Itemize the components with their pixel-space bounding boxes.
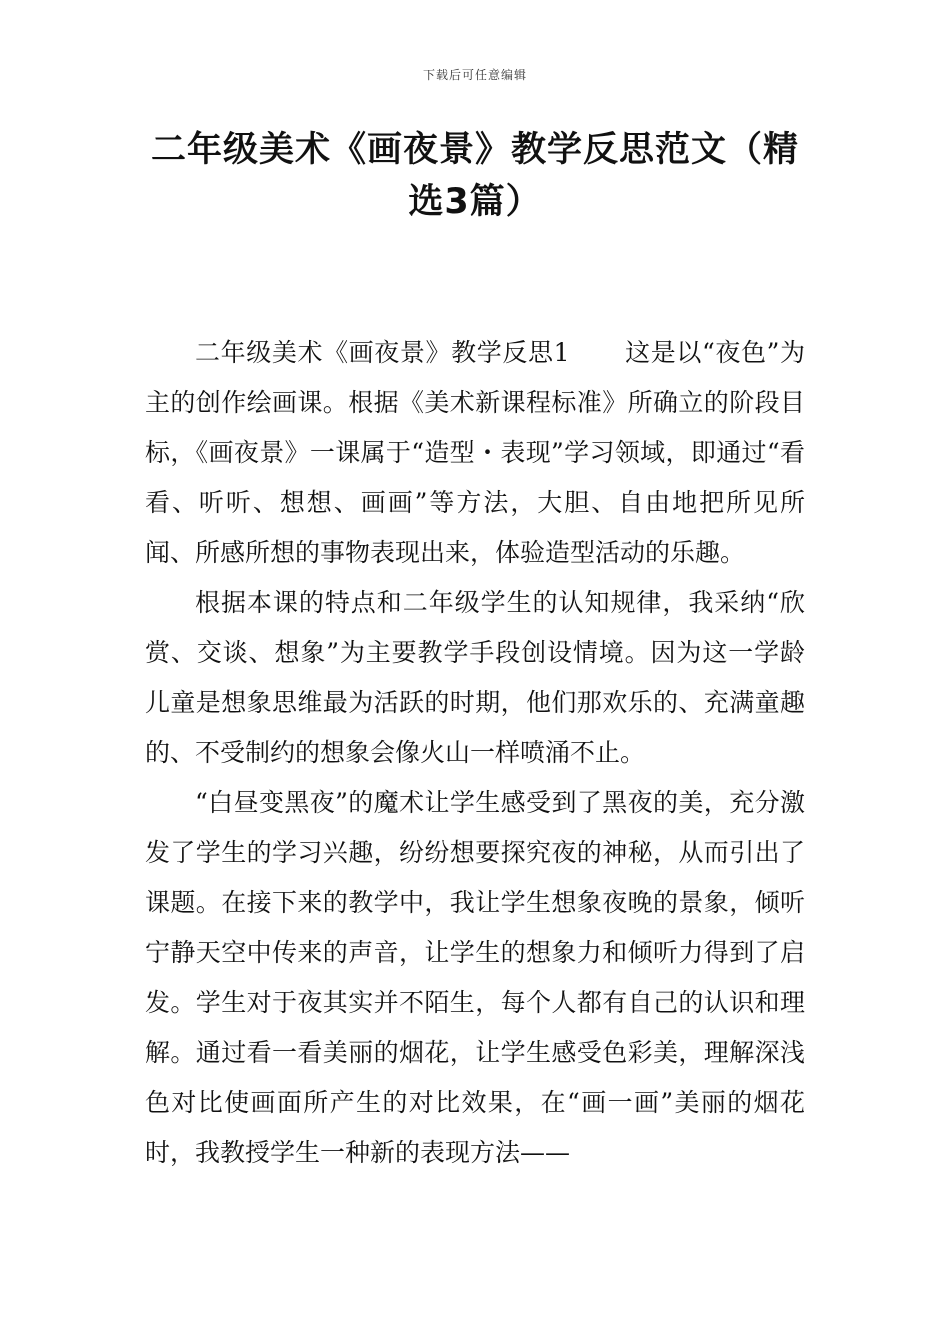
paragraph-3: “白昼变黑夜”的魔术让学生感受到了黑夜的美，充分激发了学生的学习兴趣，纷纷想要探究夜的神秘，从而引出了课题。在接下来的教学中，我让学生想象夜晚的景象，倾听宁静天空中传来的声音，让学生的想象力和倾听力得到了启发。学生对于夜其实并不陌生，每个人都有自己的认识和理解。通过看一看美丽的烟花，让学生感受色彩美，理解深浅色对比使画面所产生的对比效果，在“画一画”美丽的烟花时，我教授学生一种新的表现方法——	[145, 788, 805, 1167]
paragraph-2: 根据本课的特点和二年级学生的认知规律，我采纳“欣赏、交谈、想象”为主要教学手段创设情境。因为这一学龄儿童是想象思维最为活跃的时期，他们那欢乐的、充满童趣的、不受制约的想象会像火山一样喷涌不止。	[145, 588, 805, 767]
document-title: 二年级美术《画夜景》教学反思范文（精选3篇）	[150, 130, 799, 222]
paragraph-1	[145, 328, 805, 578]
header-note: 下载后可任意编辑	[422, 68, 527, 82]
section-heading: 二年级美术《画夜景》教学反思1	[195, 338, 570, 367]
document-body	[145, 328, 805, 1178]
paragraph-1-text: 这是以“夜色”为主的创作绘画课。根据《美术新课程标准》所确立的阶段目标，《画夜景》一课属于“造型・表现”学习领域，即通过“看看、听听、想想、画画”等方法，大胆、自由地把所见所闻、所感所想的事物表现出来，体验造型活动的乐趣。	[145, 338, 805, 567]
